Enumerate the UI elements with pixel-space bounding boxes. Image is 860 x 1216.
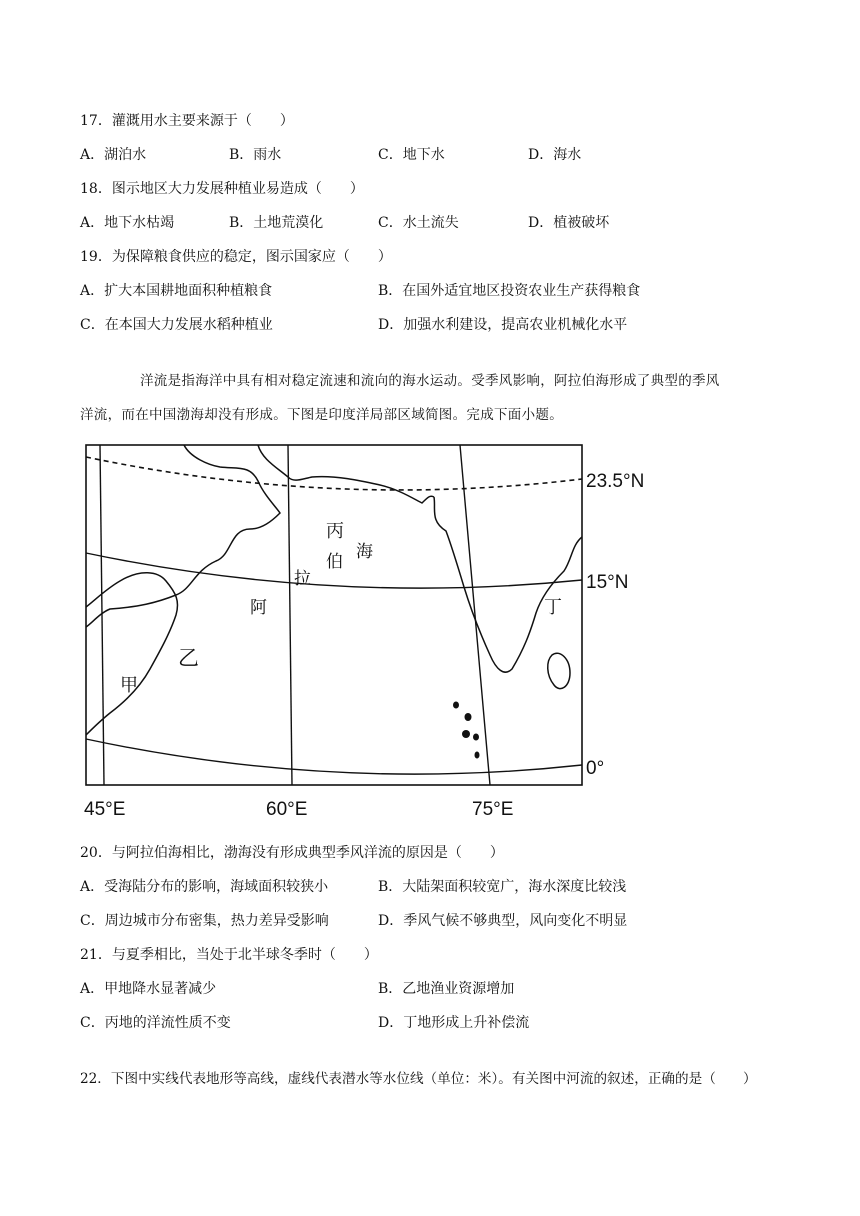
label-a: 阿: [250, 598, 267, 617]
q21-option-d: D．丁地形成上升补偿流: [378, 1015, 530, 1031]
label-hai: 海: [356, 542, 373, 561]
q17-option-b: B．雨水: [229, 147, 282, 163]
lon-label-60e: 60°E: [266, 799, 308, 820]
label-yi: 乙: [178, 647, 199, 670]
indian-ocean-map: [80, 437, 680, 827]
q17-option-c: C．地下水: [378, 147, 445, 163]
q17-option-d: D．海水: [528, 147, 582, 163]
q19-option-c: C．在本国大力发展水稻种植业: [80, 317, 273, 333]
label-bing: 丙: [326, 521, 344, 541]
q20-option-d: D．季风气候不够典型，风向变化不明显: [378, 913, 628, 929]
lat-label-23-5n: 23.5°N: [586, 471, 645, 492]
question-17-stem: 17．灌溉用水主要来源于（ ）: [80, 113, 294, 129]
tropic-of-cancer-line: [86, 457, 582, 490]
map-frame: [86, 445, 582, 785]
q21-option-a: A．甲地降水显著减少: [80, 981, 217, 997]
lat-label-15n: 15°N: [586, 572, 629, 593]
persian-coast: [258, 445, 434, 503]
passage-line-2: 洋流，而在中国渤海却没有形成。下图是印度洋局部区域简图。完成下面小题。: [80, 407, 563, 423]
island-dot: [462, 730, 470, 738]
label-bo: 伯: [326, 552, 343, 571]
lat-label-0: 0°: [586, 758, 605, 779]
lon-label-45e: 45°E: [84, 799, 126, 820]
label-ding: 丁: [544, 597, 562, 617]
q18-option-c: C．水土流失: [378, 215, 459, 231]
question-18-stem: 18．图示地区大力发展种植业易造成（ ）: [80, 181, 364, 197]
label-jia: 甲: [120, 675, 138, 695]
question-22-stem: 22．下图中实线代表地形等高线，虚线代表潜水等水位线（单位：米）。有关图中河流的叙述，正确的是（ ）: [80, 1071, 757, 1087]
q20-option-a: A．受海陆分布的影响，海域面积较狭小: [80, 879, 329, 895]
q18-option-a: A．地下水枯竭: [80, 215, 175, 231]
island-dot: [473, 734, 479, 741]
passage-line-1: 洋流是指海洋中具有相对稳定流速和流向的海水运动。受季风影响，阿拉伯海形成了典型的季风: [140, 373, 720, 389]
q17-option-a: A．湖泊水: [80, 147, 147, 163]
q19-option-a: A．扩大本国耕地面积种植粮食: [80, 283, 273, 299]
q18-option-d: D．植被破坏: [528, 215, 610, 231]
horn-of-africa-coast: [86, 573, 178, 735]
q21-option-c: C．丙地的洋流性质不变: [80, 1015, 231, 1031]
q19-option-b: B．在国外适宜地区投资农业生产获得粮食: [378, 283, 641, 299]
meridian-60e-line: [288, 445, 292, 785]
question-21-stem: 21．与夏季相比，当处于北半球冬季时（ ）: [80, 947, 378, 963]
q20-option-c: C．周边城市分布密集，热力差异受影响: [80, 913, 329, 929]
label-la: 拉: [294, 569, 311, 588]
island-dot: [465, 713, 472, 721]
q18-option-b: B．土地荒漠化: [229, 215, 324, 231]
question-20-stem: 20．与阿拉伯海相比，渤海没有形成典型季风洋流的原因是（ ）: [80, 845, 504, 861]
lon-label-75e: 75°E: [472, 799, 514, 820]
equator-line: [86, 739, 582, 774]
island-dot: [475, 752, 480, 759]
indian-subcontinent-coast: [434, 497, 582, 672]
q19-option-d: D．加强水利建设，提高农业机械化水平: [378, 317, 628, 333]
q20-option-b: B．大陆架面积较宽广，海水深度比较浅: [378, 879, 627, 895]
q21-option-b: B．乙地渔业资源增加: [378, 981, 515, 997]
question-19-stem: 19．为保障粮食供应的稳定，图示国家应（ ）: [80, 249, 392, 265]
island-dot: [453, 702, 459, 709]
sri-lanka-outline: [548, 653, 570, 688]
